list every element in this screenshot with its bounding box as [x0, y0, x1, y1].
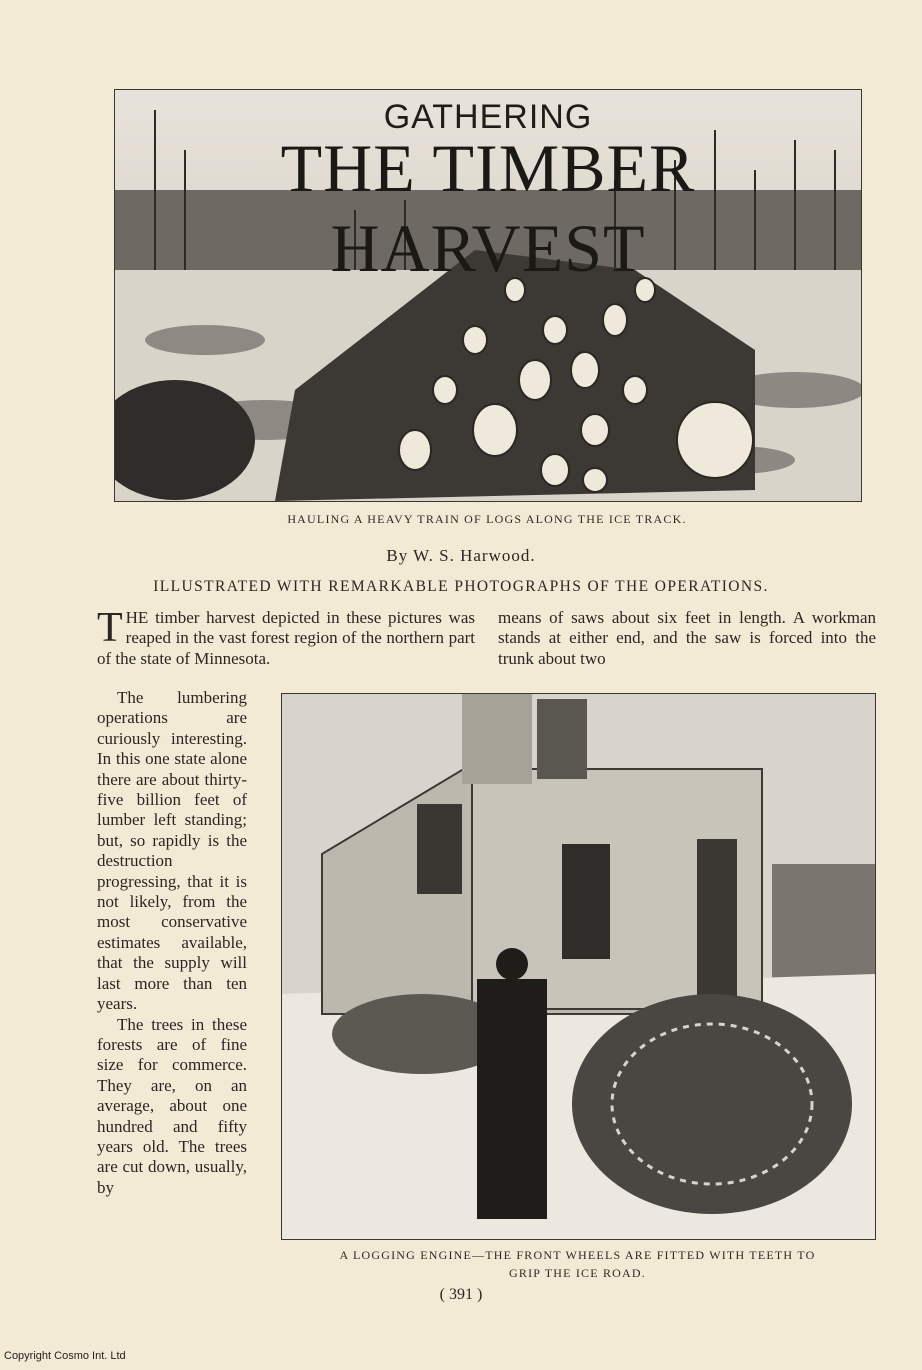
article-narrow-column: [97, 688, 247, 1198]
top-photo-caption: HAULING A HEAVY TRAIN OF LOGS ALONG THE ICE TRACK.: [287, 512, 687, 526]
logging-engine-illustration: [282, 694, 875, 1239]
logging-engine-photo: [281, 693, 876, 1240]
page-number: ( 391 ): [439, 1286, 483, 1303]
top-photo: [114, 89, 862, 502]
article-intro-text: HE timber harvest depicted in these pictures was reaped in the vast forest region of the northern part of the state of Minnesota.: [97, 608, 475, 668]
dropcap-letter: T: [97, 605, 123, 651]
byline: By W. S. Harwood.: [386, 546, 536, 565]
article-intro: [97, 605, 475, 669]
paragraph-lumbering: The lumbering operations are curiously interesting. In this one state alone there are about thirty-five billion feet of lumber left standing; but, so rapidly is the destruction progressing, that it is not likely, from the most conservative estimates available, that the supply will last more than ten years.: [97, 688, 247, 1014]
headline-title: THE TIMBER HARVEST: [280, 130, 696, 286]
headline-kicker: GATHERING: [383, 98, 593, 136]
subtitle: ILLUSTRATED WITH REMARKABLE PHOTOGRAPHS OF THE OPERATIONS.: [153, 578, 769, 595]
engine-photo-caption-line1: A LOGGING ENGINE—THE FRONT WHEELS ARE FITTED WITH TEETH TO: [339, 1248, 816, 1262]
copyright-notice: Copyright Cosmo Int. Ltd: [4, 1350, 126, 1362]
paragraph-trees: The trees in these forests are of fine size for commerce. They are, on an average, about one hundred and fifty years old. The trees are cut down, usually, by: [97, 1014, 247, 1197]
engine-photo-caption-line2: GRIP THE ICE ROAD.: [509, 1266, 646, 1280]
article-right-column: [498, 608, 876, 669]
article-right-text: means of saws about six feet in length. A workman stands at either end, and the saw is forced into the trunk about two: [498, 608, 876, 668]
